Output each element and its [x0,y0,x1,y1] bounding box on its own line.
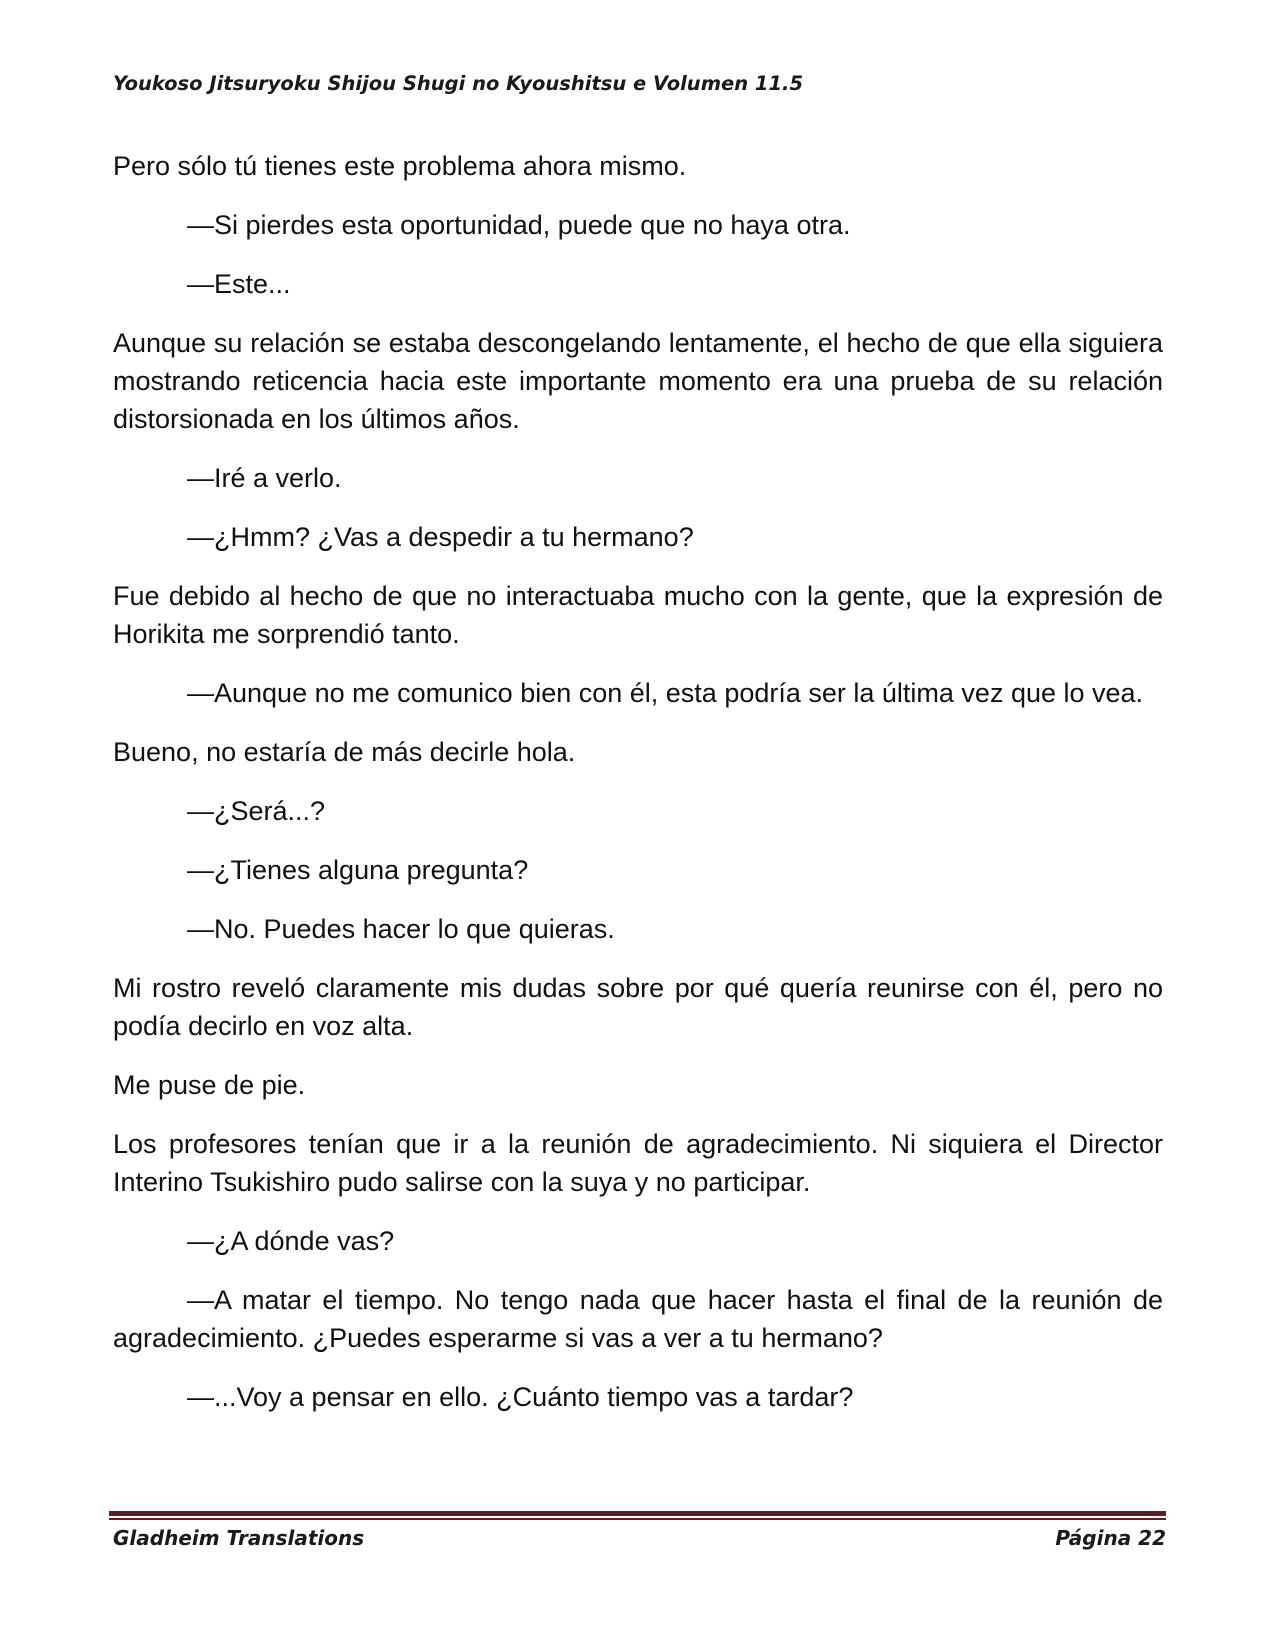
paragraph: —Si pierdes esta oportunidad, puede que no haya otra. [187,210,851,240]
paragraph: —¿Hmm? ¿Vas a despedir a tu hermano? [187,522,694,552]
paragraph: —Iré a verlo. [187,463,342,493]
paragraph: Fue debido al hecho de que no interactuaba mucho con la gente, que la expresión de Horikita me sorprendió tanto. [113,581,1163,649]
footer-divider-thin [109,1518,1166,1520]
paragraph: —A matar el tiempo. No tengo nada que hacer hasta el final de la reunión de agradecimiento. ¿Puedes esperarme si vas a ver a tu hermano? [113,1285,1163,1353]
footer-page-number: Página 22 [1055,1526,1166,1550]
paragraph: —¿A dónde vas? [187,1226,395,1256]
paragraph: —No. Puedes hacer lo que quieras. [187,914,615,944]
paragraph: Mi rostro reveló claramente mis dudas sobre por qué quería reunirse con él, pero no podía decirlo en voz alta. [113,973,1163,1041]
paragraph: —Este... [187,269,291,299]
paragraph: —Aunque no me comunico bien con él, esta podría ser la última vez que lo vea. [187,678,1144,708]
paragraph: Me puse de pie. [113,1070,306,1100]
footer-divider-thick [109,1511,1166,1516]
paragraph: —...Voy a pensar en ello. ¿Cuánto tiempo vas a tardar? [187,1382,854,1412]
body-text [113,147,1163,1416]
footer-translator-credit: Gladheim Translations [113,1526,365,1550]
paragraph: Pero sólo tú tienes este problema ahora mismo. [113,151,687,181]
paragraph: —¿Tienes alguna pregunta? [187,855,529,885]
paragraph: —¿Será...? [187,796,326,826]
page-header-title: Youkoso Jitsuryoku Shijou Shugi no Kyoushitsu e Volumen 11.5 [113,72,804,95]
paragraph: Bueno, no estaría de más decirle hola. [113,737,576,767]
paragraph: Aunque su relación se estaba descongelando lentamente, el hecho de que ella siguiera mostrando reticencia hacia este importante momento era una prueba de su relación distorsionada en los últimos años. [113,328,1163,434]
paragraph: Los profesores tenían que ir a la reunión de agradecimiento. Ni siquiera el Director Interino Tsukishiro pudo salirse con la suya y no participar. [113,1129,1163,1197]
